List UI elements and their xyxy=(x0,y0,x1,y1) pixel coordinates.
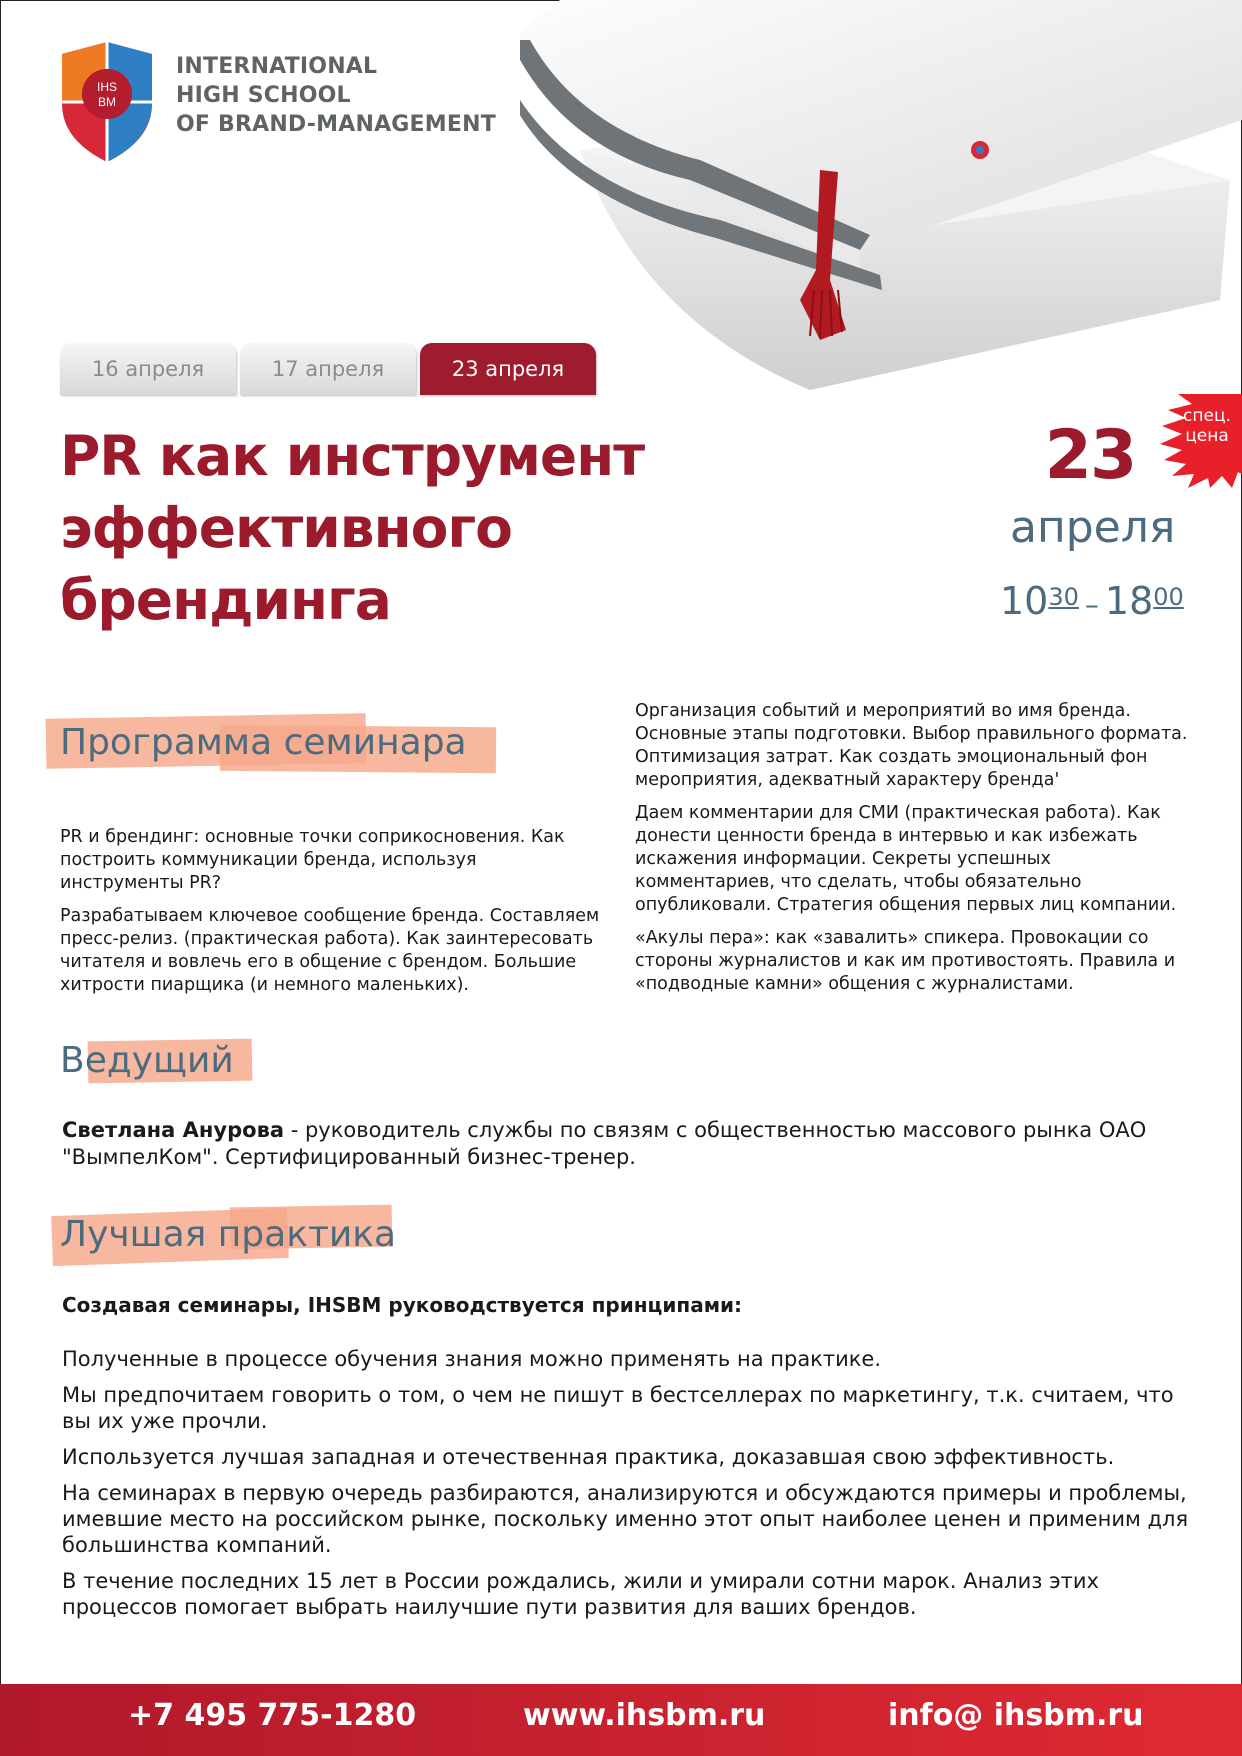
end-minutes: 00 xyxy=(1153,583,1184,611)
special-price-badge xyxy=(1172,406,1242,446)
logo-initials-bottom: BM xyxy=(98,95,116,109)
principle-item: Мы предпочитаем говорить о том, о чем не пишут в бестселлерах по маркетингу, т.к. считаем, что вы их уже прочли. xyxy=(62,1383,1174,1433)
principles-intro: Создавая семинары, IHSBM руководствуется принципами: xyxy=(62,1293,743,1317)
phone-number[interactable]: +7 495 775-1280 xyxy=(128,1698,417,1733)
principle-item: Полученные в процессе обучения знания можно применять на практике. xyxy=(62,1347,882,1371)
program-item: Даем комментарии для СМИ (практическая работа). Как донести ценности бренда в интервью и как избежать искажения информации. Секреты успешных комментариев, что сделать, чтобы обязательно опубликовали. Стратегия общения первых лиц компании. xyxy=(635,803,1177,915)
end-hour: 18 xyxy=(1104,579,1154,623)
program-heading: Программа семинара xyxy=(60,722,467,763)
website-link[interactable]: www.ihsbm.ru xyxy=(523,1698,766,1733)
program-item: PR и брендинг: основные точки соприкосновения. Как построить коммуникации бренда, используя инструменты PR? xyxy=(60,827,565,893)
program-item: Разрабатываем ключевое сообщение бренда. Составляем пресс-релиз. (практическая работа). Как заинтересовать читателя и вовлечь его в общение с брендом. Большие хитрости пиарщика (и немного маленьких). xyxy=(60,906,600,995)
start-minutes: 30 xyxy=(1048,583,1079,611)
principles-list xyxy=(62,1346,1192,1630)
badge-line: цена xyxy=(1185,426,1229,446)
time-dash: – xyxy=(1084,588,1099,621)
date-tabs xyxy=(60,343,600,397)
seminar-title-line: эффективного брендинга xyxy=(60,496,512,632)
presenter-heading: Ведущий xyxy=(60,1040,234,1081)
principle-item: На семинарах в первую очередь разбираются, анализируются и обсуждаются примеры и проблемы, имевшие место на российском рынке, поскольку именно этот опыт наиболее ценен и применим для большинства компаний. xyxy=(62,1481,1189,1557)
email-link[interactable]: info@ ihsbm.ru xyxy=(888,1698,1144,1733)
logo-initials-top: IHS xyxy=(96,80,118,94)
tab-17-april[interactable]: 17 апреля xyxy=(240,343,416,395)
tab-23-april[interactable]: 23 апреля xyxy=(420,343,596,395)
program-right-column xyxy=(635,700,1195,1006)
presenter-name: Светлана Анурова xyxy=(62,1118,285,1142)
seminar-title-line: PR как инструмент xyxy=(60,424,645,488)
ihsbm-shield-logo xyxy=(60,40,154,164)
practice-heading: Лучшая практика xyxy=(60,1214,397,1255)
brand-name-line: OF BRAND-MANAGEMENT xyxy=(176,112,496,137)
date-day: 23 xyxy=(1044,416,1136,495)
date-month: апреля xyxy=(1010,502,1176,553)
start-hour: 10 xyxy=(1000,579,1049,623)
books-illustration xyxy=(520,0,1242,400)
presenter-info xyxy=(62,1117,1162,1171)
tab-16-april[interactable]: 16 апреля xyxy=(60,343,236,395)
program-left-column xyxy=(60,826,600,1007)
principle-item: В течение последних 15 лет в России рождались, жили и умирали сотни марок. Анализ этих процессов помогает выбрать наилучшие пути развития для ваших брендов. xyxy=(62,1569,1099,1619)
badge-line: спец. xyxy=(1183,406,1231,426)
brand-name xyxy=(176,52,496,139)
program-item: Организация событий и мероприятий во имя бренда. Основные этапы подготовки. Выбор правильного формата. Оптимизация затрат. Как создать эмоциональный фон мероприятия, адекватный характеру бренда' xyxy=(635,701,1188,790)
brand-name-line: HIGH SCHOOL xyxy=(176,83,351,108)
principle-item: Используется лучшая западная и отечественная практика, доказавшая свою эффективность. xyxy=(62,1445,1115,1469)
seminar-title xyxy=(60,420,860,636)
presenter-description: - руководитель службы по связям с общественностью массового рынка ОАО "ВымпелКом". Сертифицированный бизнес-тренер. xyxy=(62,1118,1147,1169)
contact-footer xyxy=(0,1684,1242,1756)
program-item: «Акулы пера»: как «завалить» спикера. Провокации со стороны журналистов и как им противостоять. Правила и «подводные камни» общения с журналистами. xyxy=(635,928,1176,994)
seminar-time xyxy=(1000,578,1200,628)
brand-name-line: INTERNATIONAL xyxy=(176,54,378,79)
